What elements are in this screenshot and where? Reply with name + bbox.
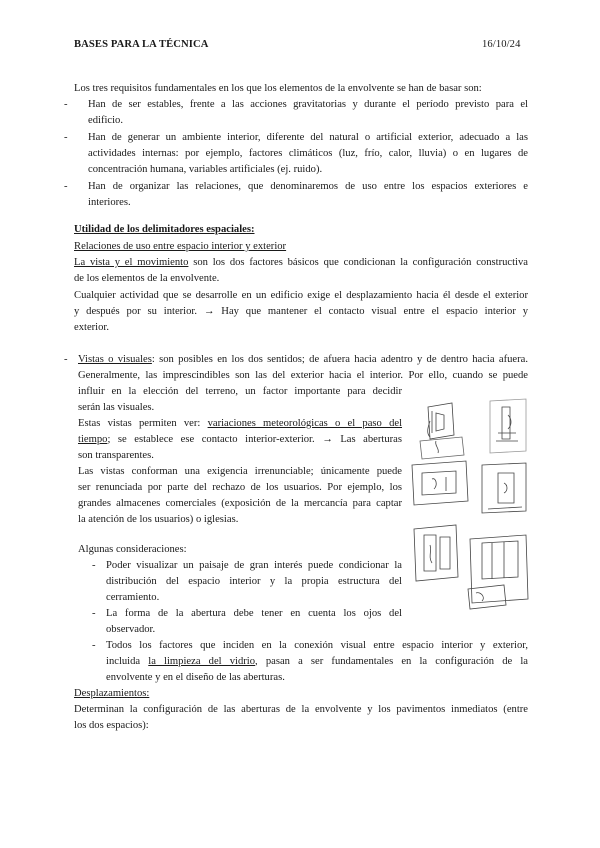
document-title: BASES PARA LA TÉCNICA <box>74 39 209 50</box>
vistas-line-8: Las vistas conforman una exigencia irrenunciable; únicamente puede <box>78 466 402 477</box>
vistas-line-11: la atención de los usuarios) o iglesias. <box>78 514 239 525</box>
section-subtitle: Relaciones de uso entre espacio interior y exterior <box>74 241 287 252</box>
consideration-1-line-3: cerramiento. <box>106 592 160 603</box>
vistas-line-7: son transparentes. <box>78 450 154 461</box>
window-sketches-illustration <box>406 393 534 615</box>
intro-item-1-line-2: edificio. <box>88 115 124 126</box>
vistas-line-3: influir en la elección del terreno, un factor importante para decidir <box>78 386 402 397</box>
intro-item-2-line-1: Han de generar un ambiente interior, diferente del natural o artificial exterior, adecuado a las <box>88 132 528 143</box>
section-p2-line-2: y después por su interior. → Hay que mantener el contacto visual entre el espacio interior y <box>74 306 528 317</box>
intro-lead: Los tres requisitos fundamentales en los que los elementos de la envolvente se han de basar son: <box>74 83 482 94</box>
bullet-dash: - <box>64 354 68 365</box>
vistas-label: Vistas o visuales <box>78 354 152 365</box>
sketch-narrow-window <box>490 399 526 453</box>
consideration-3-line-2 <box>106 654 528 670</box>
intro-item-2-line-2: actividades internas: por ejemplo, factores climáticos (luz, frío, calor, lluvia) o en lugares de <box>88 148 528 159</box>
consideration-2-line-1: La forma de la abertura debe tener en cuenta los ojos del <box>106 608 402 619</box>
sketch-door-opening <box>482 463 526 513</box>
consideration-3-rest: , pasan a ser fundamentales en la configuración de la <box>255 656 528 667</box>
vistas-line-9: ser renunciada por parte del rechazo de los usuarios. Por ejemplo, los <box>78 482 402 493</box>
vistas-line-2: Generalmente, las imprescindibles son las del exterior hacia el interior. Por ello, cuando se puede <box>78 370 528 381</box>
vistas-line-5-underlined: variaciones meteorológicas o el paso del <box>207 418 403 429</box>
consideration-3-line-1: Todos los factores que inciden en la conexión visual entre espacio interior y exterior, <box>106 640 528 651</box>
bullet-dash: - <box>64 132 68 143</box>
desplazamientos-line-2: los dos espacios): <box>74 720 149 731</box>
intro-item-1-line-1: Han de ser estables, frente a las acciones gravitatorias y durante el período previsto para el <box>88 99 528 110</box>
considerations-title: Algunas consideraciones: <box>78 544 187 555</box>
sketch-seating-window <box>468 535 528 609</box>
consideration-2-line-2: observador. <box>106 624 156 635</box>
bullet-dash: - <box>92 640 96 651</box>
section-p2-line-1: Cualquier actividad que se desarrolle en un edificio exige el desplazamiento hacia él desde el exterior <box>74 290 528 301</box>
section-p1-line-2: de los elementos de la envolvente. <box>74 273 220 284</box>
consideration-3-pre: incluida <box>106 656 141 667</box>
vistas-line-5 <box>78 416 402 432</box>
intro-item-3-line-2: interiores. <box>88 197 131 208</box>
consideration-1-line-1: Poder visualizar un paisaje de gran interés puede condicionar la <box>106 560 402 571</box>
bullet-dash: - <box>92 560 96 571</box>
desplazamientos-line-1: Determinan la configuración de las aberturas de la envolvente y los pavimentos inmediatos (entre <box>74 704 528 715</box>
glass-cleaning: la limpieza del vidrio <box>148 656 256 667</box>
consideration-1-line-2: distribución del espacio interior y la propia estructura del <box>106 576 402 587</box>
intro-item-2-line-3: concentración humana, variables artificiales (ej. ruido). <box>88 164 323 175</box>
intro-item-3-line-1: Han de organizar las relaciones, que denominaremos de uso entre los espacios exteriores e <box>88 181 528 192</box>
sketch-window-figure <box>420 403 464 459</box>
consideration-3-line-3: envolvente y en el diseño de las aberturas. <box>106 672 285 683</box>
vistas-line-1-rest: : son posibles en los dos sentidos; de afuera hacia adentro y de dentro hacia afuera. <box>151 354 528 365</box>
vistas-line-6 <box>78 432 402 448</box>
key-factors: La vista y el movimiento <box>74 257 189 268</box>
vistas-line-10: grandes almacenes comerciales (exposición de la mercancía para captar <box>78 498 402 509</box>
sketch-wide-window <box>412 461 468 505</box>
section-p1-line-1 <box>74 255 528 271</box>
vistas-line-6-underlined: tiempo <box>78 434 108 445</box>
section-title: Utilidad de los delimitadores espaciales: <box>74 224 255 235</box>
vistas-line-1 <box>78 352 528 368</box>
bullet-dash: - <box>92 608 96 619</box>
sketch-tall-window <box>414 525 458 581</box>
vistas-line-5-pre: Estas vistas permiten ver: <box>78 418 201 429</box>
bullet-dash: - <box>64 181 68 192</box>
bullet-dash: - <box>64 99 68 110</box>
section-p2-line-3: exterior. <box>74 322 110 333</box>
document-date: 16/10/24 <box>482 39 521 50</box>
desplazamientos-title: Desplazamientos: <box>74 688 150 699</box>
vistas-line-4: serán las visuales. <box>78 402 155 413</box>
vistas-line-6-rest: ; se establece ese contacto interior-exterior. → Las aberturas <box>107 434 402 445</box>
section-p1-rest: son los dos factores básicos que condicionan la configuración constructiva <box>193 257 528 268</box>
